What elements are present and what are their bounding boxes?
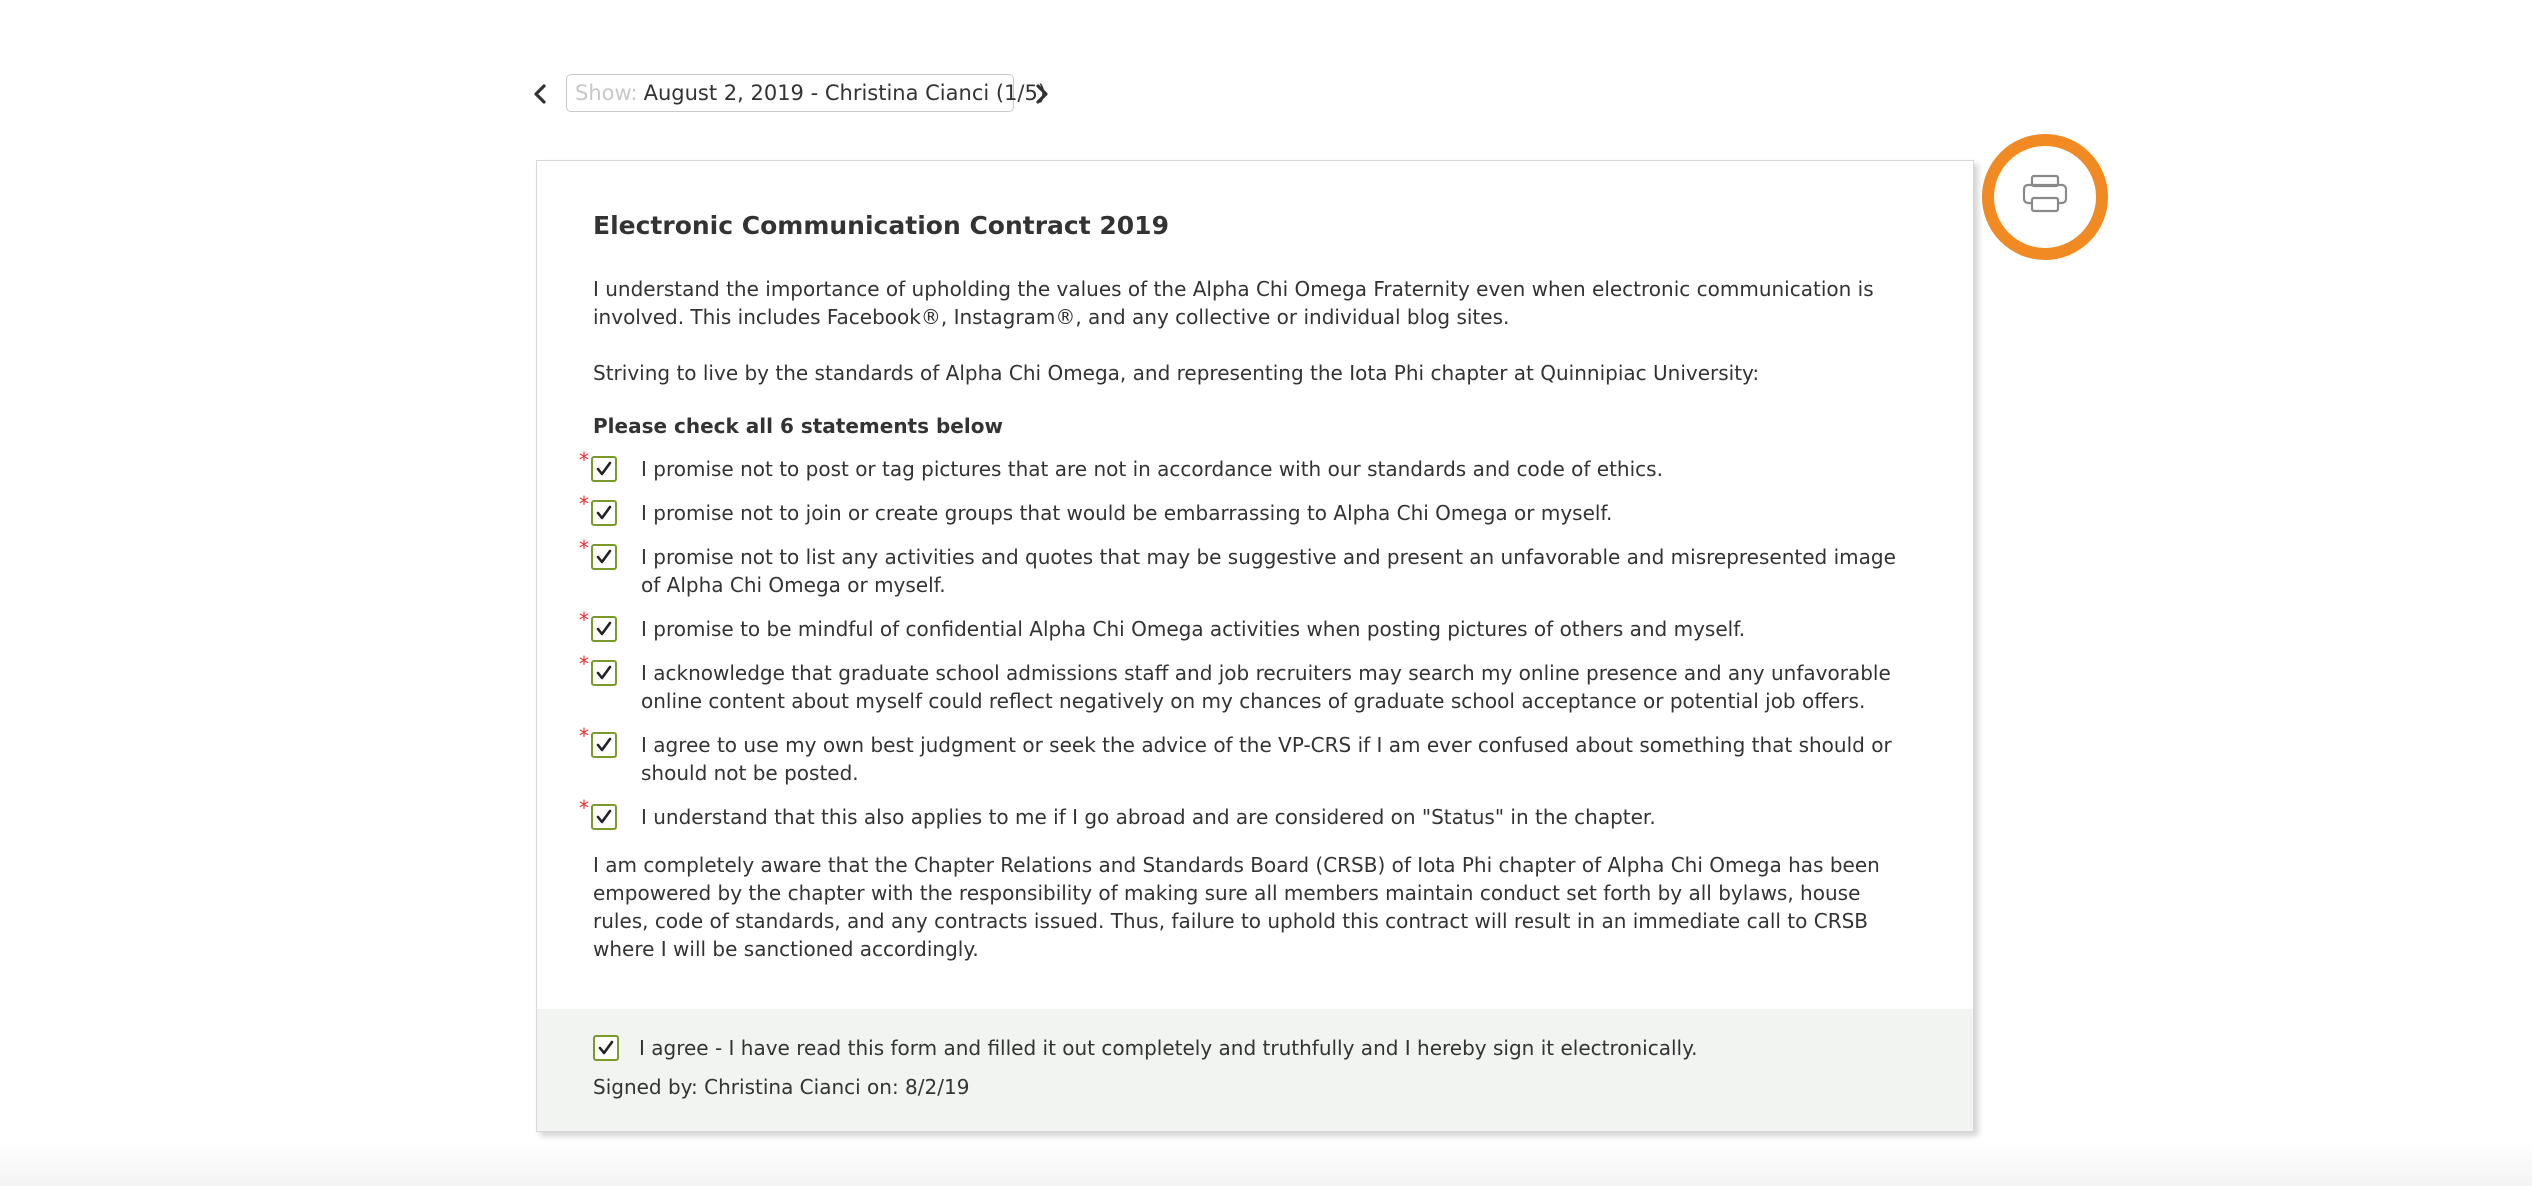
select-prefix-label: Show: xyxy=(575,81,638,105)
statement-checkbox[interactable] xyxy=(591,456,617,482)
statement-checkbox[interactable] xyxy=(591,660,617,686)
signature-section xyxy=(537,1009,1973,1131)
printer-icon xyxy=(2022,174,2068,214)
statement-checkbox[interactable] xyxy=(591,804,617,830)
statement-text: I promise not to post or tag pictures that are not in accordance with our standards and code of ethics. xyxy=(641,457,1663,481)
checkmark-icon xyxy=(598,1040,614,1056)
form-panel xyxy=(536,160,1974,1132)
required-marker: * xyxy=(579,608,589,632)
record-navigation xyxy=(528,74,1068,114)
agree-label: I agree - I have read this form and filled it out completely and truthfully and I hereby sign it electronically. xyxy=(639,1036,1698,1060)
required-marker: * xyxy=(579,796,589,820)
intro-paragraph: I understand the importance of upholding the values of the Alpha Chi Omega Fraternity even when electronic communication is involved. This includes Facebook®, Instagram®, and any collective or individual blog sites. xyxy=(593,277,1874,329)
checkmark-icon xyxy=(596,809,612,825)
next-record-button[interactable] xyxy=(1030,82,1054,106)
checkmark-icon xyxy=(596,461,612,477)
required-marker: * xyxy=(579,724,589,748)
statement-checkbox[interactable] xyxy=(591,616,617,642)
statement-text: I promise to be mindful of confidential Alpha Chi Omega activities when posting pictures of others and myself. xyxy=(641,617,1746,641)
chevron-right-icon xyxy=(1035,84,1049,104)
checkmark-icon xyxy=(596,505,612,521)
form-title: Electronic Communication Contract 2019 xyxy=(593,211,1169,240)
checkmark-icon xyxy=(596,549,612,565)
signed-by-text: Signed by: Christina Cianci on: 8/2/19 xyxy=(593,1075,970,1099)
required-marker: * xyxy=(579,448,589,472)
agree-checkbox[interactable] xyxy=(593,1035,619,1061)
checkmark-icon xyxy=(596,665,612,681)
required-marker: * xyxy=(579,536,589,560)
print-button[interactable] xyxy=(1982,134,2108,260)
required-marker: * xyxy=(579,492,589,516)
statement-text: I acknowledge that graduate school admissions staff and job recruiters may search my online presence and any unfavorable online content about myself could reflect negatively on my chances of graduate school acceptance or potential job offers. xyxy=(641,661,1891,713)
record-select[interactable] xyxy=(566,74,1047,112)
checkmark-icon xyxy=(596,737,612,753)
chevron-left-icon xyxy=(533,84,547,104)
page-bottom-fade xyxy=(0,1141,2532,1186)
statement-text: I understand that this also applies to me if I go abroad and are considered on "Status" in the chapter. xyxy=(641,805,1656,829)
striving-paragraph: Striving to live by the standards of Alpha Chi Omega, and representing the Iota Phi chapter at Quinnipiac University: xyxy=(593,361,1760,385)
previous-record-button[interactable] xyxy=(528,82,552,106)
statement-text: I agree to use my own best judgment or seek the advice of the VP-CRS if I am ever confused about something that should or should not be posted. xyxy=(641,733,1892,785)
required-marker: * xyxy=(579,652,589,676)
select-value: August 2, 2019 - Christina Cianci (1/5) xyxy=(643,81,1047,105)
statement-text: I promise not to list any activities and quotes that may be suggestive and present an unfavorable and misrepresented image of Alpha Chi Omega or myself. xyxy=(641,545,1896,597)
statement-checkbox[interactable] xyxy=(591,732,617,758)
checkmark-icon xyxy=(596,621,612,637)
instruction-label: Please check all 6 statements below xyxy=(593,414,1003,438)
statement-checkbox[interactable] xyxy=(591,500,617,526)
closing-paragraph: I am completely aware that the Chapter Relations and Standards Board (CRSB) of Iota Phi chapter of Alpha Chi Omega has been empowered by the chapter with the responsibility of making sure all members maintain conduct set forth by all bylaws, house rules, code of standards, and any contracts issued. Thus, failure to uphold this contract will result in an immediate call to CRSB where I will be sanctioned accordingly. xyxy=(593,853,1880,961)
statement-text: I promise not to join or create groups that would be embarrassing to Alpha Chi Omega or myself. xyxy=(641,501,1613,525)
statement-checkbox[interactable] xyxy=(591,544,617,570)
